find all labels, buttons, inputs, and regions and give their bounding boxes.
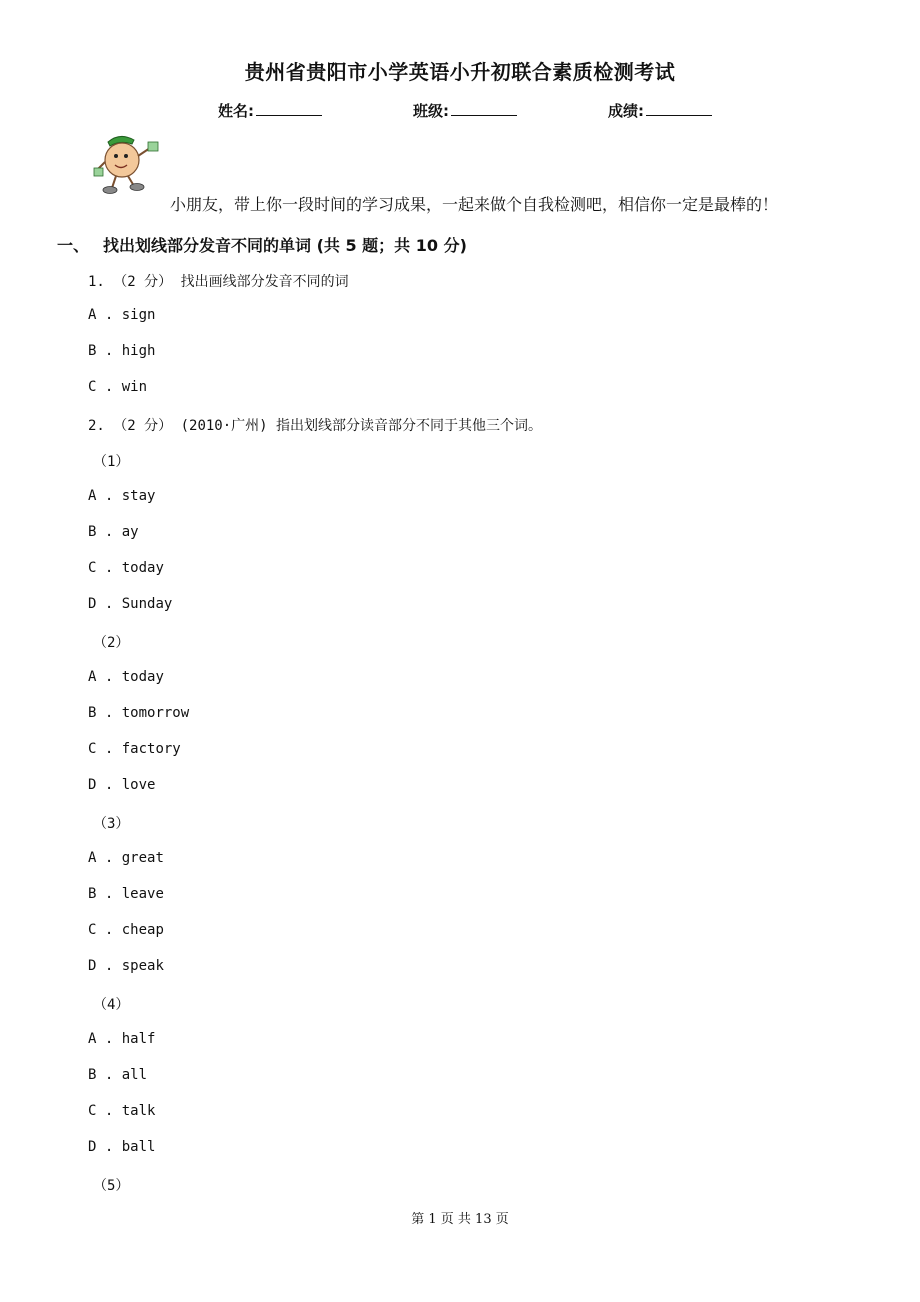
- option-text: great: [121, 850, 164, 866]
- sub-question-4-label: （4）: [93, 997, 130, 1013]
- encouragement-text: 小朋友，带上你一段时间的学习成果，一起来做个自我检测吧，相信你一定是最棒的！: [170, 195, 779, 214]
- option-b[interactable]: [88, 1067, 147, 1083]
- option-text: ay: [121, 524, 139, 540]
- option-a[interactable]: [88, 307, 155, 323]
- option-letter: B .: [88, 1067, 114, 1083]
- option-letter: C .: [88, 560, 114, 576]
- option-letter: C .: [88, 1103, 114, 1119]
- page-footer: 第 1 页 共 13 页: [411, 1212, 509, 1227]
- option-text: love: [121, 777, 156, 793]
- option-letter: B .: [88, 524, 114, 540]
- option-b[interactable]: [88, 524, 139, 540]
- option-c[interactable]: [88, 379, 147, 395]
- class-label: 班级:: [413, 102, 449, 120]
- question-2: [88, 415, 542, 435]
- option-letter: A .: [88, 307, 114, 323]
- name-blank[interactable]: [256, 99, 322, 116]
- sub-question-3-label: （3）: [93, 816, 130, 832]
- option-letter: C .: [88, 741, 114, 757]
- option-d[interactable]: [88, 596, 172, 612]
- score-blank[interactable]: [646, 99, 712, 116]
- option-d[interactable]: [88, 1139, 155, 1155]
- option-letter: C .: [88, 922, 114, 938]
- option-a[interactable]: [88, 669, 164, 685]
- option-text: all: [121, 1067, 148, 1083]
- mascot-cartoon-icon: [92, 132, 168, 198]
- option-c[interactable]: [88, 741, 181, 757]
- name-field: [218, 99, 322, 121]
- option-text: stay: [121, 488, 156, 504]
- option-letter: B .: [88, 705, 114, 721]
- option-text: high: [121, 343, 156, 359]
- option-letter: A .: [88, 850, 114, 866]
- option-d[interactable]: [88, 777, 155, 793]
- option-text: sign: [121, 307, 156, 323]
- option-b[interactable]: [88, 886, 164, 902]
- section-heading: [57, 233, 467, 256]
- option-text: ball: [121, 1139, 156, 1155]
- option-letter: B .: [88, 343, 114, 359]
- class-blank[interactable]: [451, 99, 517, 116]
- question-number: 1.: [88, 274, 105, 290]
- option-text: tomorrow: [121, 705, 190, 721]
- option-text: today: [121, 560, 164, 576]
- option-text: cheap: [121, 922, 164, 938]
- section-title: 找出划线部分发音不同的单词 (共 5 题；共 10 分): [103, 236, 467, 255]
- option-c[interactable]: [88, 922, 164, 938]
- score-label: 成绩:: [608, 102, 644, 120]
- option-letter: D .: [88, 596, 114, 612]
- question-text: 指出划线部分读音部分不同于其他三个词。: [276, 418, 543, 434]
- question-points: （2 分）: [113, 274, 173, 290]
- option-text: win: [121, 379, 148, 395]
- sub-question-1-label: （1）: [93, 454, 130, 470]
- question-source: (2010·广州): [180, 418, 268, 434]
- option-text: today: [121, 669, 164, 685]
- section-number: 一、: [57, 236, 90, 255]
- score-field: [608, 99, 712, 121]
- option-a[interactable]: [88, 488, 155, 504]
- sub-question-5-label: （5）: [93, 1178, 130, 1194]
- option-text: speak: [121, 958, 164, 974]
- exam-title: 贵州省贵阳市小学英语小升初联合素质检测考试: [244, 60, 676, 84]
- option-b[interactable]: [88, 705, 189, 721]
- option-text: half: [121, 1031, 156, 1047]
- option-b[interactable]: [88, 343, 155, 359]
- question-number: 2.: [88, 418, 105, 434]
- class-field: [413, 99, 517, 121]
- name-label: 姓名:: [218, 102, 254, 120]
- option-letter: D .: [88, 1139, 114, 1155]
- option-text: factory: [121, 741, 181, 757]
- option-letter: A .: [88, 1031, 114, 1047]
- option-c[interactable]: [88, 1103, 155, 1119]
- option-text: Sunday: [121, 596, 173, 612]
- option-letter: B .: [88, 886, 114, 902]
- option-c[interactable]: [88, 560, 164, 576]
- option-letter: A .: [88, 488, 114, 504]
- option-text: leave: [121, 886, 164, 902]
- option-letter: A .: [88, 669, 114, 685]
- option-d[interactable]: [88, 958, 164, 974]
- question-text: 找出画线部分发音不同的词: [180, 274, 349, 290]
- question-points: （2 分）: [113, 418, 173, 434]
- question-1: [88, 271, 349, 291]
- option-text: talk: [121, 1103, 156, 1119]
- option-a[interactable]: [88, 850, 164, 866]
- option-letter: D .: [88, 777, 114, 793]
- option-letter: C .: [88, 379, 114, 395]
- option-letter: D .: [88, 958, 114, 974]
- option-a[interactable]: [88, 1031, 155, 1047]
- sub-question-2-label: （2）: [93, 635, 130, 651]
